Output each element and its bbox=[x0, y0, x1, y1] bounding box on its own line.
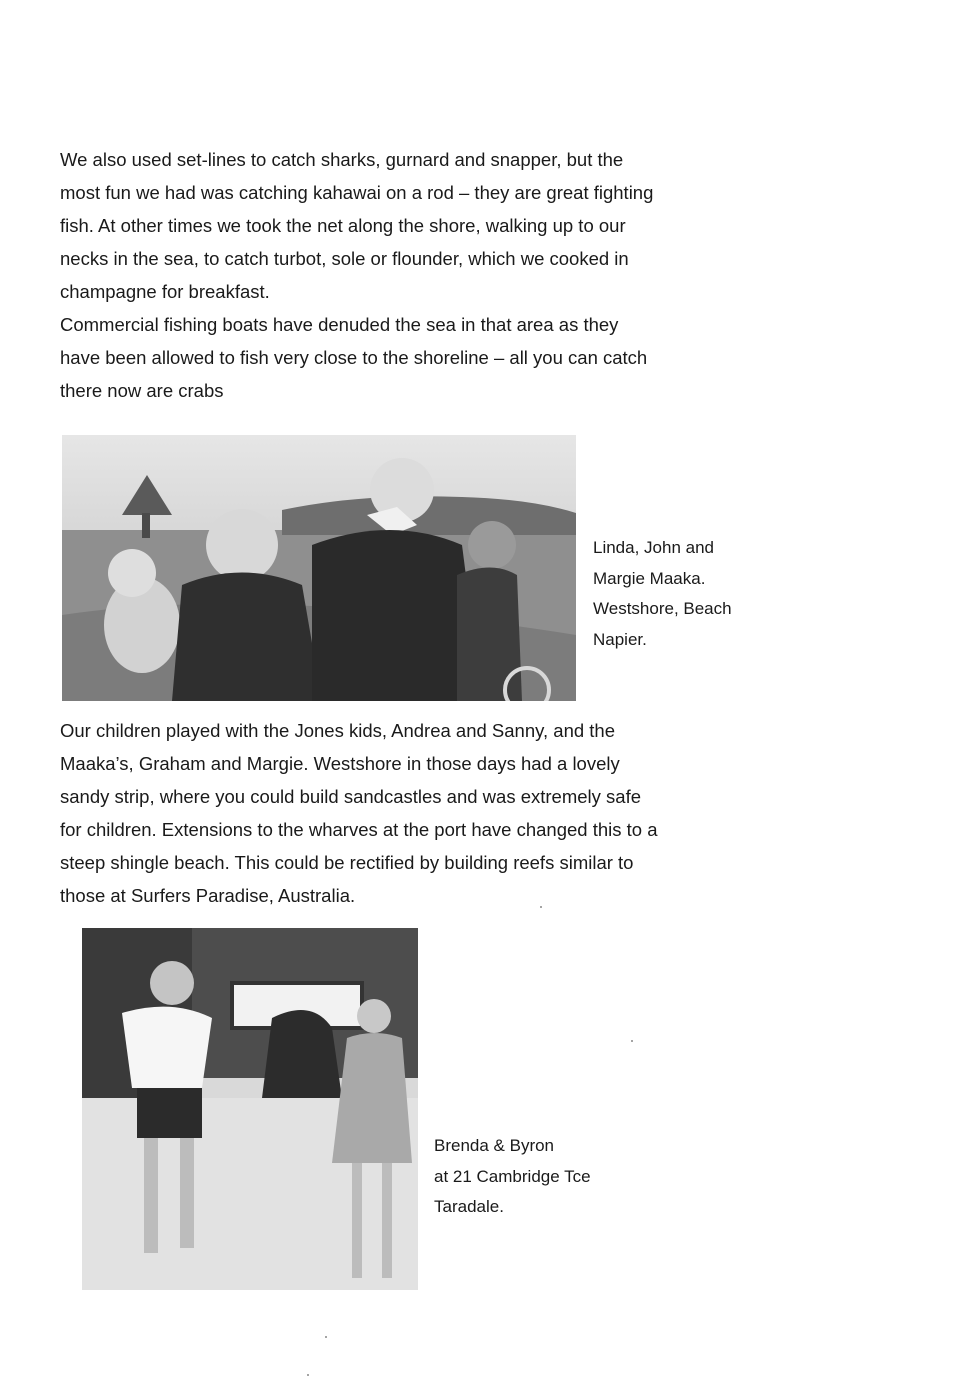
caption-line: Westshore, Beach bbox=[593, 599, 732, 618]
caption-line: Linda, John and bbox=[593, 538, 714, 557]
text-line: sandy strip, where you could build sandcastles and was extremely safe bbox=[60, 786, 641, 807]
scan-speck bbox=[325, 1336, 327, 1338]
text-line: steep shingle beach. This could be rectified by building reefs similar to bbox=[60, 852, 634, 873]
text-line: Maaka’s, Graham and Margie. Westshore in those days had a lovely bbox=[60, 753, 620, 774]
text-line: have been allowed to fish very close to the shoreline – all you can catch bbox=[60, 347, 648, 368]
text-line: for children. Extensions to the wharves at the port have changed this to a bbox=[60, 819, 658, 840]
scan-speck bbox=[631, 1040, 633, 1042]
text-line: Commercial fishing boats have denuded the sea in that area as they bbox=[60, 314, 619, 335]
caption-line: Taradale. bbox=[434, 1197, 504, 1216]
scan-speck bbox=[540, 906, 542, 908]
text-line: champagne for breakfast. bbox=[60, 281, 270, 302]
text-line: there now are crabs bbox=[60, 380, 224, 401]
text-line: most fun we had was catching kahawai on a rod – they are great fighting bbox=[60, 182, 654, 203]
text-line: those at Surfers Paradise, Australia. bbox=[60, 885, 356, 906]
photo-couple-image bbox=[82, 928, 418, 1290]
body-paragraph-children bbox=[60, 714, 780, 912]
text-line: necks in the sea, to catch turbot, sole or flounder, which we cooked in bbox=[60, 248, 629, 269]
scan-speck bbox=[307, 1374, 309, 1376]
photo-caption-couple bbox=[434, 1131, 591, 1223]
caption-line: at 21 Cambridge Tce bbox=[434, 1166, 591, 1186]
caption-line: Brenda & Byron bbox=[434, 1136, 555, 1155]
photo-caption-children bbox=[593, 533, 732, 655]
caption-line: Margie Maaka. bbox=[593, 568, 706, 588]
text-line: We also used set-lines to catch sharks, gurnard and snapper, but the bbox=[60, 149, 624, 170]
photo-children-image bbox=[62, 435, 576, 701]
body-paragraph-fishing bbox=[60, 143, 780, 407]
text-line: fish. At other times we took the net along the shore, walking up to our bbox=[60, 215, 626, 236]
photo-brenda-byron bbox=[82, 928, 418, 1290]
photo-children-westshore bbox=[62, 435, 576, 701]
text-line: Our children played with the Jones kids, Andrea and Sanny, and the bbox=[60, 720, 616, 741]
caption-line: Napier. bbox=[593, 629, 647, 649]
